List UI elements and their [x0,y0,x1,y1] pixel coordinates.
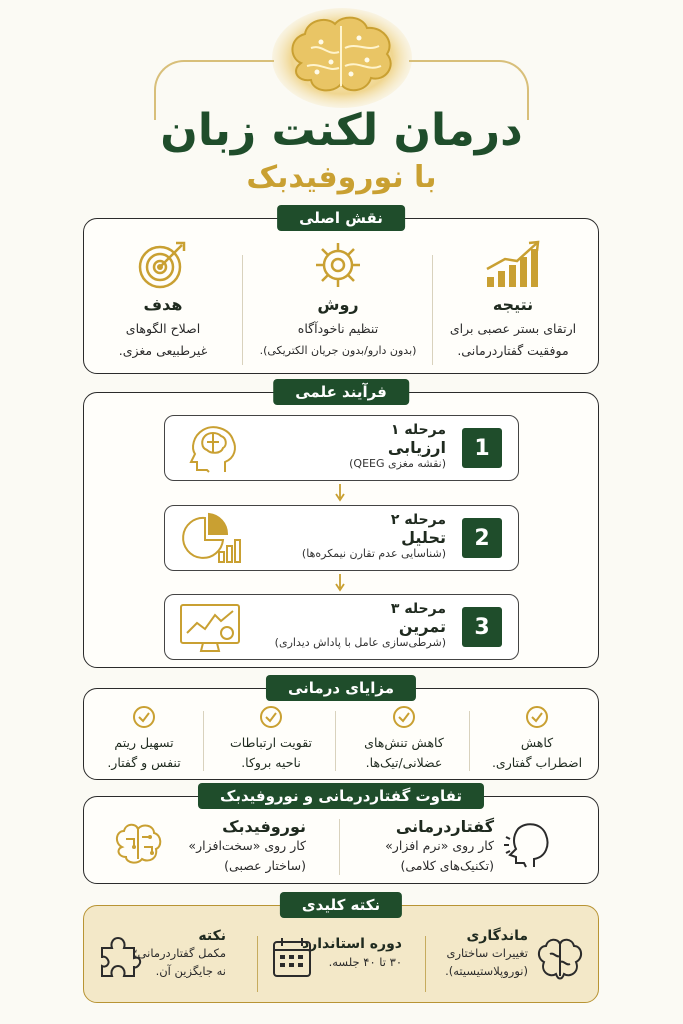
diff-neuro-line1: کار روی «سخت‌افزار» [188,838,306,853]
page-title: درمان لکنت زبان [160,105,523,156]
key-period-line1: ۳۰ تا ۴۰ جلسه. [328,955,402,969]
divider [339,819,340,875]
role-method-line1: تنظیم ناخودآگاه [297,321,379,336]
step-detail: (شناسایی عدم تقارن نیمکره‌ها) [301,547,446,560]
role-item-goal [83,239,243,362]
step-number: 2 [462,518,502,558]
check-circle-icon [392,705,416,729]
role-goal-line2: غیرطبیعی مغزی. [118,343,208,358]
step-number: 3 [462,607,502,647]
benefit-line2: عضلانی/تیک‌ها. [365,755,443,770]
glowing-brain-icon [271,8,413,108]
check-circle-icon [525,705,549,729]
difference-section [83,787,599,884]
process-step-3 [164,594,519,660]
key-period-title: دوره استاندارد [301,936,402,952]
analysis-chart-icon [179,512,241,566]
key-durability-title: ماندگاری [466,928,528,944]
step-stage: مرحله ۱ [390,422,446,438]
benefits-section [83,679,599,780]
speaking-head-icon [504,819,554,871]
difference-heading: تفاوت گفتاردرمانی و نوروفیدبک [198,783,484,809]
check-circle-icon [259,705,283,729]
benefits-heading: مزایای درمانی [266,675,416,701]
role-method-line2: (بدون دارو/بدون جریان الکتریکی). [259,344,417,357]
benefit-line1: کاهش [520,735,554,750]
process-step-2 [164,505,519,571]
step-stage: مرحله ۳ [390,601,446,617]
growth-chart-icon [483,239,543,291]
check-circle-icon [132,705,156,729]
benefit-line2: اضطراب گفتاری. [491,755,583,770]
calendar-icon [272,936,312,978]
benefit-line1: کاهش تنش‌های [364,735,444,750]
target-icon [136,239,190,291]
puzzle-icon [96,934,142,980]
step-name: تمرین [398,617,446,636]
role-result-line2: موفقیت گفتاردرمانی. [457,343,569,358]
gear-icon [312,239,364,291]
role-item-result [428,239,598,362]
head-brain-icon [179,422,241,476]
step-name: ارزیابی [387,438,446,457]
monitor-training-icon [179,601,241,655]
key-note-title: نکته [198,928,226,944]
circuit-brain-icon [112,821,164,867]
divider [257,936,258,992]
main-role-heading: نقش اصلی [277,205,405,231]
benefit-item [338,705,470,773]
role-goal-title: هدف [143,295,183,314]
role-method-title: روش [317,295,359,314]
benefit-item [206,705,336,773]
step-detail: (شرطی‌سازی عامل با پاداش دیداری) [274,636,446,649]
diff-neuro-title: نوروفیدبک [222,817,306,836]
divider [425,936,426,992]
step-name: تحلیل [401,528,446,547]
key-note-line1: مکمل گفتاردرمانی؛ [133,946,226,960]
diff-neuro-line2: (ساختار عصبی) [224,858,306,873]
step-number: 1 [462,428,502,468]
benefit-item [84,705,204,773]
diff-speech-title: گفتاردرمانی [395,817,494,836]
key-points-heading: نکته کلیدی [280,892,402,918]
role-goal-line1: اصلاح الگوهای [125,321,201,336]
role-result-line1: ارتقای بستر عصبی برای [449,321,577,336]
benefit-item [476,705,598,773]
process-heading: فرآیند علمی [273,379,409,405]
benefit-line1: تسهیل ریتم [114,735,174,750]
key-points-section [83,896,599,1003]
key-note-line2: نه جایگزین آن. [155,964,226,978]
key-durability-line1: تغییرات ساختاری [446,946,528,960]
process-step-1 [164,415,519,481]
key-durability-line2: (نوروپلاستیسیته). [445,964,528,978]
page-subtitle: با نوروفیدبک [246,160,437,195]
diff-speech-line1: کار روی «نرم افزار» [385,838,494,853]
arrow-down-icon [334,574,346,592]
arrow-down-icon [334,484,346,502]
diff-speech-line2: (تکنیک‌های کلامی) [400,858,494,873]
benefit-line1: تقویت ارتباطات [229,735,313,750]
role-item-method [243,239,433,362]
role-result-title: نتیجه [492,295,534,314]
brain-icon [536,936,584,982]
step-stage: مرحله ۲ [390,512,446,528]
step-detail: (نقشه مغزی QEEG) [349,457,446,470]
main-role-section [83,209,599,374]
benefit-line2: تنفس و گفتار. [107,755,181,770]
benefit-line2: ناحیه بروکا. [241,755,301,770]
